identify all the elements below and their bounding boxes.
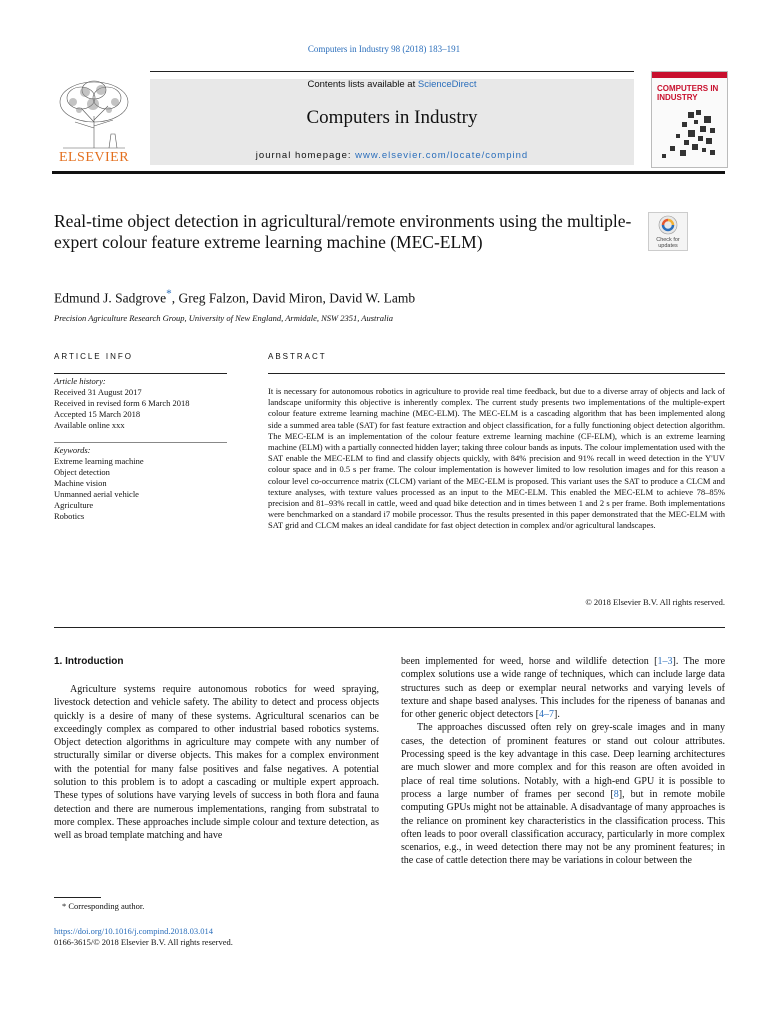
issn-copyright: 0166-3615/© 2018 Elsevier B.V. All rights reserved. [54, 937, 233, 947]
intro-paragraph: Agriculture systems require autonomous robotics for weed spraying, livestock detection and vehicle safety. The ability to detect and process objects quickly is a desire of many of these systems. Agricultural scenarios can be exceedingly complex as compared to other industrial based robotics systems. Object detection algorithms in agriculture may compete with any number of structurally similar or diverse objects. This makes for a complex environment with the potential for many false positives and false negatives. A potential solution to this problem is to adopt a cascading or multiple expert approach. These types of solutions have varying levels of success in both flora and fauna detection and there are numerous implementations, ranging from substratal to more complex. These approaches include simple colour and texture detection, as well as broad template matching and have [54, 684, 379, 842]
cover-accent-bar [652, 72, 727, 78]
journal-cover-thumbnail[interactable] [651, 71, 728, 168]
intro-paragraph-2: The approaches discussed often rely on grey-scale images and in many cases, the detection of prominent features or stand out colour attributes. Processing speed is the key advantage in this case. Deep learning architectures are much slower and more complex and for this reason are often avoided in place of real time solutions. Notably, with a high-end GPU it is possible to process a large number of frames per second [8], but in remote mobile computing GPUs might not be attainable. A disadvantage of many approaches is the reliance on prominent key characteristics in the classification process. This often leads to poor overall classification accuracy, particularly in more complex scenarios, e.g., in weed detection there may not be any prominent features; in the case of cattle detection there may be variations in colour between the [401, 722, 725, 867]
journal-citation[interactable]: Computers in Industry 98 (2018) 183–191 [307, 44, 461, 54]
keyword-item: Object detection [54, 467, 110, 477]
contents-line: Contents lists available at ScienceDirect [307, 79, 477, 90]
cover-pattern-icon [658, 108, 720, 162]
citation-link[interactable]: 4–7 [539, 709, 554, 721]
check-updates-icon [658, 215, 678, 235]
keyword-item: Extreme learning machine [54, 456, 144, 466]
citation-link[interactable]: 8 [613, 788, 619, 800]
elsevier-wordmark: ELSEVIER [58, 150, 130, 165]
article-history: Article history: Received 31 August 2017 Received in revised form 6 March 2018 Accepted 15 March 2018 Available online xxx [54, 376, 190, 430]
banner-top-rule [150, 71, 634, 72]
abstract-heading: ABSTRACT [268, 352, 327, 361]
sciencedirect-link[interactable]: ScienceDirect [417, 79, 477, 90]
right-column-text [401, 655, 725, 868]
article-title: Real-time object detection in agricultural/remote environments using the multiple-expert colour feature extreme learning machine (MEC-ELM) [54, 211, 632, 252]
journal-name: Computers in Industry [306, 107, 478, 128]
corresponding-author-mark[interactable]: * [166, 288, 172, 300]
abstract-rule [268, 373, 725, 374]
journal-homepage-line: journal homepage: www.elsevier.com/locate/compind [255, 150, 529, 161]
check-for-updates-button[interactable]: Check for updates [648, 212, 688, 251]
article-info-heading: ARTICLE INFO [54, 352, 133, 361]
footnote-rule [54, 897, 101, 898]
banner-bottom-rule [52, 171, 725, 174]
cover-title: COMPUTERS IN INDUSTRY [657, 84, 719, 102]
section-title-introduction: 1. Introduction [54, 656, 124, 667]
keyword-item: Machine vision [54, 478, 107, 488]
keyword-item: Agriculture [54, 500, 94, 510]
keyword-item: Robotics [54, 511, 85, 521]
abstract-copyright: © 2018 Elsevier B.V. All rights reserved. [585, 597, 725, 607]
article-info-rule [54, 373, 227, 374]
author-affiliation: Precision Agriculture Research Group, University of New England, Armidale, NSW 2351, Australia [54, 313, 393, 323]
intro-paragraph-continued: been implemented for weed, horse and wildlife detection [1–3]. The more complex solutions use a wide range of techniques, which can include large data structures such as deep or exemplar neural networks and varying levels of texture and shape based analyses. This includes for the ripeness of bananas and for other generic object detectors [4–7]. [401, 656, 726, 721]
keyword-item: Unmanned aerial vehicle [54, 489, 139, 499]
abstract-text: It is necessary for autonomous robotics in agriculture to provide real time feedback, but due to a diverse array of objects and lack of landscape uniformity this objective is inherently complex. The current study presents two implementations of the multiple-expert colour feature extreme learning machine (MEC-ELM). The MEC-ELM is a cascading algorithm that has been implemented along side a summed area table (SAT) for fast feature extraction and object classification, for a fully functioning object detection algorithm. The MEC-ELM is an implementation of the colour feature extreme learning machine (CF-ELM), which is an extreme learning machine (ELM) with a partially connected hidden layer; taking three colour bands as inputs. The colour implementation used with the SAT enable the MEC-ELM to find and classify objects quickly, with 84% precision and 91% recall in weed detection in the Y'UV colour space and in 0.5 s per frame. The colour implementation is however limited to low resolution images and for this reason a colour level co-occurrence matrix (CLCM) variant of the MEC-ELM is proposed. This variant uses the SAT to produce a CLCM and texture analyses, with texture values processed as an input to the MEC-ELM. This enabled the MEC-ELM to achieve 78–85% precision and 81–93% recall in cattle, weed and quad bike detection and in times between 1 and 2 s per frame. Both implementations were benchmarked on a standard i7 mobile processor. Thus the results presented in this paper demonstrated that the MEC-ELM with SAT grid and CLCM makes an ideal candidate for fast object detection in complex and/or agricultural landscapes. [268, 386, 725, 531]
abstract-bottom-rule [54, 627, 725, 628]
keyword-list: Keywords: Extreme learning machine Object detection Machine vision Unmanned aerial vehicle Agriculture Robotics [54, 445, 234, 522]
journal-homepage-link[interactable]: www.elsevier.com/locate/compind [355, 150, 529, 161]
citation-link[interactable]: 1–3 [657, 656, 673, 667]
doi-link[interactable]: https://doi.org/10.1016/j.compind.2018.03.014 [54, 926, 213, 936]
author-list: Edmund J. Sadgrove*, Greg Falzon, David Miron, David W. Lamb [54, 288, 416, 306]
corresponding-author-footnote: * Corresponding author. [62, 901, 145, 911]
left-column-text [54, 683, 379, 843]
keywords-rule [54, 442, 227, 443]
